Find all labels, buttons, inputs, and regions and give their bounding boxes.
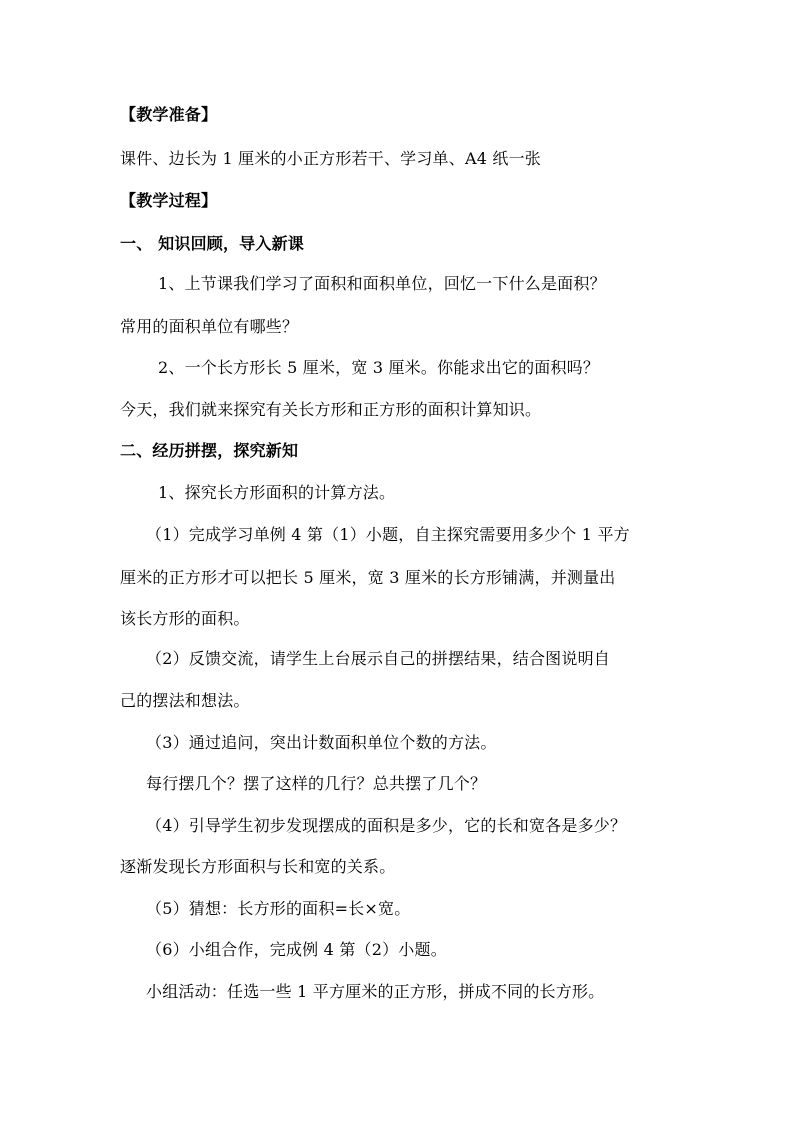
step3: （3）通过追问，突出计数面积单位个数的方法。 [146, 733, 497, 752]
part1-item2: 2、一个长方形长 5 厘米，宽 3 厘米。你能求出它的面积吗？ [158, 358, 600, 377]
part1-title: 一、 知识回顾，导入新课 [120, 234, 304, 253]
section-process-title: 【教学过程】 [120, 191, 218, 210]
section-prep-title: 【教学准备】 [120, 105, 218, 124]
part2-title: 二、经历拼摆，探究新知 [120, 441, 299, 460]
prep-content: 课件、边长为 1 厘米的小正方形若干、学习单、A4 纸一张 [120, 149, 541, 168]
step1-line3: 该长方形的面积。 [120, 609, 250, 628]
step2-line2: 己的摆法和想法。 [120, 691, 250, 710]
part1-summary: 今天，我们就来探究有关长方形和正方形的面积计算知识。 [120, 400, 542, 419]
step3-questions: 每行摆几个？摆了这样的几行？总共摆了几个？ [146, 774, 487, 793]
step2-line1: （2）反馈交流，请学生上台展示自己的拼摆结果，结合图说明自 [146, 649, 610, 668]
step1-line2: 厘米的正方形才可以把长 5 厘米，宽 3 厘米的长方形铺满，并测量出 [120, 568, 616, 587]
step4-line2: 逐渐发现长方形面积与长和宽的关系。 [120, 857, 396, 876]
part1-item1-line1: 1、上节课我们学习了面积和面积单位，回忆一下什么是面积？ [158, 274, 606, 293]
step1-line1: （1）完成学习单例 4 第（1）小题，自主探究需要用多少个 1 平方 [146, 525, 630, 544]
part1-item1-line2: 常用的面积单位有哪些？ [120, 317, 299, 336]
step4-line1: （4）引导学生初步发现摆成的面积是多少，它的长和宽各是多少？ [146, 816, 627, 835]
group-activity: 小组活动：任选一些 1 平方厘米的正方形，拼成不同的长方形。 [146, 982, 605, 1001]
part2-item1: 1、探究长方形面积的计算方法。 [158, 483, 396, 502]
step5: （5）猜想：长方形的面积=长×宽。 [146, 899, 411, 918]
step6: （6）小组合作，完成例 4 第（2）小题。 [146, 940, 447, 959]
